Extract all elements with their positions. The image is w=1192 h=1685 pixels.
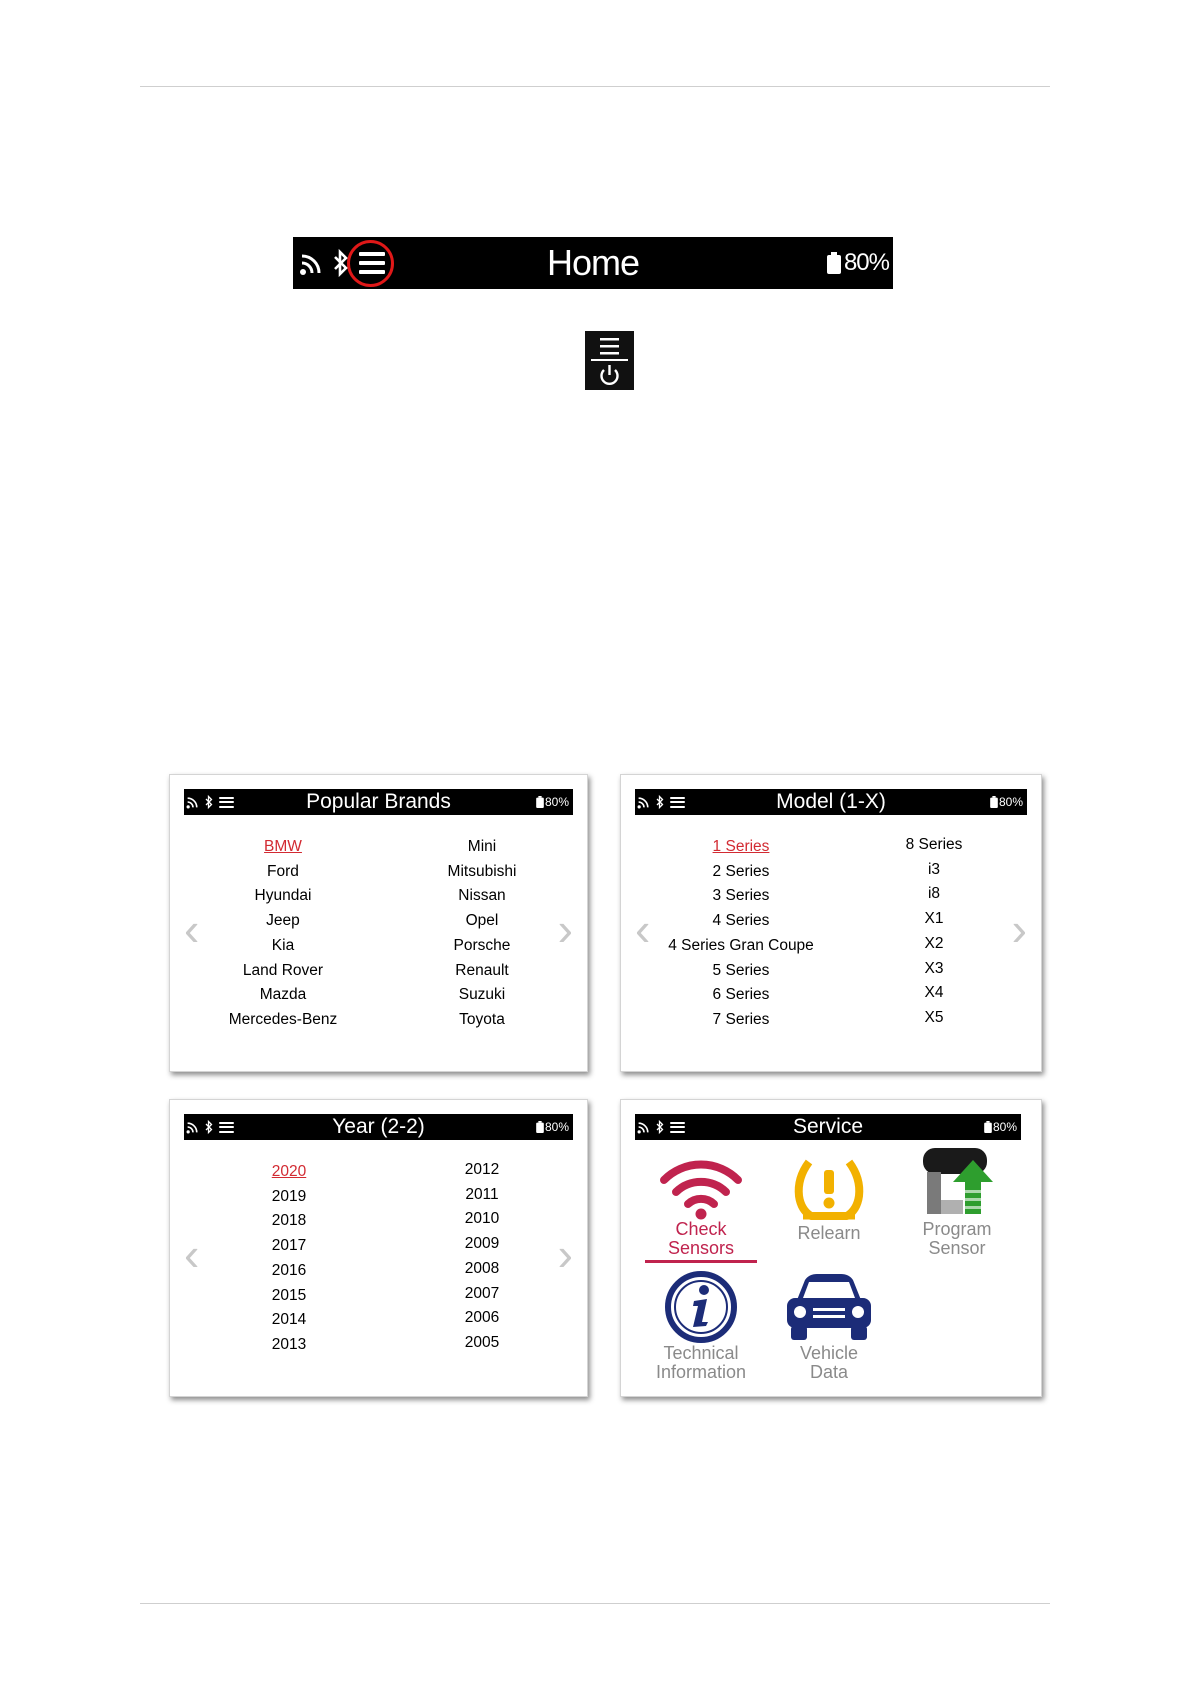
menu-icon[interactable] xyxy=(219,797,234,808)
wifi-signal-icon xyxy=(186,795,200,809)
menu-power-glyph xyxy=(585,331,634,390)
list-item[interactable]: i3 xyxy=(927,860,941,878)
list-item[interactable]: 2019 xyxy=(271,1187,307,1205)
list-item[interactable]: Jeep xyxy=(266,912,300,930)
service-label: Technical xyxy=(663,1343,739,1363)
year-list-right xyxy=(465,1158,499,1356)
list-item[interactable]: 5 Series xyxy=(712,961,770,979)
info-icon xyxy=(661,1270,741,1344)
service-label: Sensors xyxy=(667,1238,735,1258)
list-item[interactable]: 2005 xyxy=(464,1333,500,1351)
list-item[interactable]: 4 Series xyxy=(712,912,770,930)
page-title: Home xyxy=(546,242,640,283)
brand-list-right xyxy=(448,835,517,1033)
list-item[interactable]: Ford xyxy=(267,862,299,880)
status-icons xyxy=(299,248,389,278)
list-item[interactable]: 2006 xyxy=(464,1309,500,1327)
sensor-program-icon xyxy=(917,1144,997,1220)
battery-level: 80% xyxy=(544,795,569,809)
list-item-selected[interactable]: 2020 xyxy=(271,1163,307,1180)
list-item[interactable]: 2008 xyxy=(464,1259,500,1277)
technical-information-button[interactable] xyxy=(645,1270,757,1382)
list-item[interactable]: Suzuki xyxy=(458,986,506,1004)
status-bar xyxy=(635,789,1027,815)
battery-level: 80% xyxy=(992,1120,1017,1134)
battery-level: 80% xyxy=(544,1120,569,1134)
list-item[interactable]: Kia xyxy=(271,936,295,954)
list-item[interactable]: 4 Series Gran Coupe xyxy=(668,936,814,954)
list-item[interactable]: Land Rover xyxy=(242,961,324,979)
list-item[interactable]: 2017 xyxy=(271,1237,307,1255)
wifi-signal-icon xyxy=(186,1120,200,1134)
model-list-right xyxy=(906,833,963,1031)
list-item[interactable]: Opel xyxy=(465,912,499,930)
menu-icon[interactable] xyxy=(219,1122,234,1133)
list-item[interactable]: i8 xyxy=(927,885,941,903)
list-item[interactable]: X2 xyxy=(924,934,944,952)
list-item[interactable]: 2018 xyxy=(271,1212,307,1230)
screen-title: Model (1-X) xyxy=(776,790,886,813)
vehicle-data-button[interactable] xyxy=(779,1270,879,1382)
list-item[interactable]: 2010 xyxy=(464,1210,500,1228)
menu-icon[interactable] xyxy=(670,1122,685,1133)
list-item[interactable]: 2011 xyxy=(465,1185,499,1203)
brand-list-left xyxy=(229,835,338,1033)
screen-title: Popular Brands xyxy=(306,790,451,813)
list-item[interactable]: X4 xyxy=(924,984,944,1002)
list-item[interactable]: 8 Series xyxy=(905,836,963,853)
menu-icon[interactable] xyxy=(670,797,685,808)
list-item[interactable]: Hyundai xyxy=(254,887,312,905)
service-label: Check xyxy=(675,1219,727,1239)
menu-icon[interactable] xyxy=(359,252,389,274)
footer-rule xyxy=(140,1603,1050,1604)
status-bar xyxy=(184,789,573,815)
battery-icon xyxy=(536,1121,544,1133)
prev-page-arrow[interactable]: ‹ xyxy=(184,903,200,955)
list-item[interactable]: 2016 xyxy=(271,1261,307,1279)
battery-indicator xyxy=(990,795,1023,809)
program-sensor-button[interactable] xyxy=(907,1144,1007,1258)
battery-icon xyxy=(536,796,544,808)
prev-page-arrow[interactable]: ‹ xyxy=(184,1228,200,1280)
wifi-signal-icon xyxy=(299,250,325,276)
list-item[interactable]: X5 xyxy=(924,1008,944,1026)
bluetooth-icon xyxy=(655,1119,665,1135)
header-rule xyxy=(140,86,1050,87)
car-icon xyxy=(783,1270,875,1344)
wifi-signal-icon xyxy=(637,1120,651,1134)
battery-indicator xyxy=(984,1120,1017,1134)
wireless-signal-icon xyxy=(658,1156,744,1220)
prev-page-arrow[interactable]: ‹ xyxy=(635,903,651,955)
service-label: Information xyxy=(655,1362,747,1382)
battery-level: 80% xyxy=(843,249,889,276)
list-item[interactable]: X3 xyxy=(924,959,944,977)
battery-icon xyxy=(984,1121,992,1133)
list-item[interactable]: Mini xyxy=(467,838,497,855)
tpms-warning-icon xyxy=(789,1156,869,1224)
year-list-left xyxy=(272,1160,306,1358)
list-item[interactable]: 2009 xyxy=(464,1235,500,1253)
battery-icon xyxy=(990,796,998,808)
service-label: Relearn xyxy=(797,1223,861,1243)
service-label: Sensor xyxy=(928,1238,986,1258)
list-item[interactable]: 2 Series xyxy=(712,862,770,880)
wifi-signal-icon xyxy=(637,795,651,809)
list-item-selected[interactable]: 1 Series xyxy=(712,838,770,855)
selected-underline xyxy=(645,1260,757,1263)
battery-indicator xyxy=(536,1120,569,1134)
list-item[interactable]: 6 Series xyxy=(712,986,770,1004)
battery-indicator xyxy=(536,795,569,809)
year-screen xyxy=(169,1099,588,1397)
list-item[interactable]: 2015 xyxy=(271,1286,307,1304)
menu-power-icon[interactable] xyxy=(585,331,634,390)
service-label: Data xyxy=(809,1362,849,1382)
battery-level: 80% xyxy=(998,795,1023,809)
list-item[interactable]: Nissan xyxy=(458,887,506,905)
list-item[interactable]: X1 xyxy=(924,910,944,928)
bluetooth-icon xyxy=(204,1119,214,1135)
screen-title: Service xyxy=(792,1115,864,1138)
bluetooth-icon xyxy=(204,794,214,810)
service-label: Program xyxy=(922,1219,992,1239)
service-label: Vehicle xyxy=(799,1343,859,1363)
list-item[interactable]: Mitsubishi xyxy=(447,862,517,880)
battery-icon xyxy=(827,252,841,274)
list-item[interactable]: Toyota xyxy=(459,1010,505,1028)
list-item-selected[interactable]: BMW xyxy=(264,838,302,855)
battery-indicator xyxy=(827,249,889,277)
list-item[interactable]: Porsche xyxy=(453,936,511,954)
list-item[interactable]: 2014 xyxy=(271,1311,307,1329)
list-item[interactable]: 2013 xyxy=(271,1335,307,1353)
list-item[interactable]: 2007 xyxy=(464,1284,500,1302)
list-item[interactable]: Mercedes-Benz xyxy=(228,1010,338,1028)
check-sensors-button[interactable] xyxy=(645,1156,757,1263)
model-screen xyxy=(620,774,1042,1072)
screen-title: Year (2-2) xyxy=(332,1115,425,1138)
next-page-arrow[interactable]: › xyxy=(557,903,573,955)
next-page-arrow[interactable]: › xyxy=(557,1228,573,1280)
next-page-arrow[interactable]: › xyxy=(1011,903,1027,955)
list-item[interactable]: Renault xyxy=(455,961,509,979)
status-bar xyxy=(184,1114,573,1140)
model-list-left xyxy=(668,835,814,1033)
list-item[interactable]: Mazda xyxy=(259,986,307,1004)
list-item[interactable]: 2012 xyxy=(464,1161,500,1178)
status-bar xyxy=(635,1114,1021,1140)
bluetooth-icon xyxy=(655,794,665,810)
service-screen xyxy=(620,1099,1042,1397)
bluetooth-icon xyxy=(331,248,351,278)
relearn-button[interactable] xyxy=(781,1156,877,1243)
popular-brands-screen xyxy=(169,774,588,1072)
list-item[interactable]: 3 Series xyxy=(712,887,770,905)
list-item[interactable]: 7 Series xyxy=(712,1010,770,1028)
